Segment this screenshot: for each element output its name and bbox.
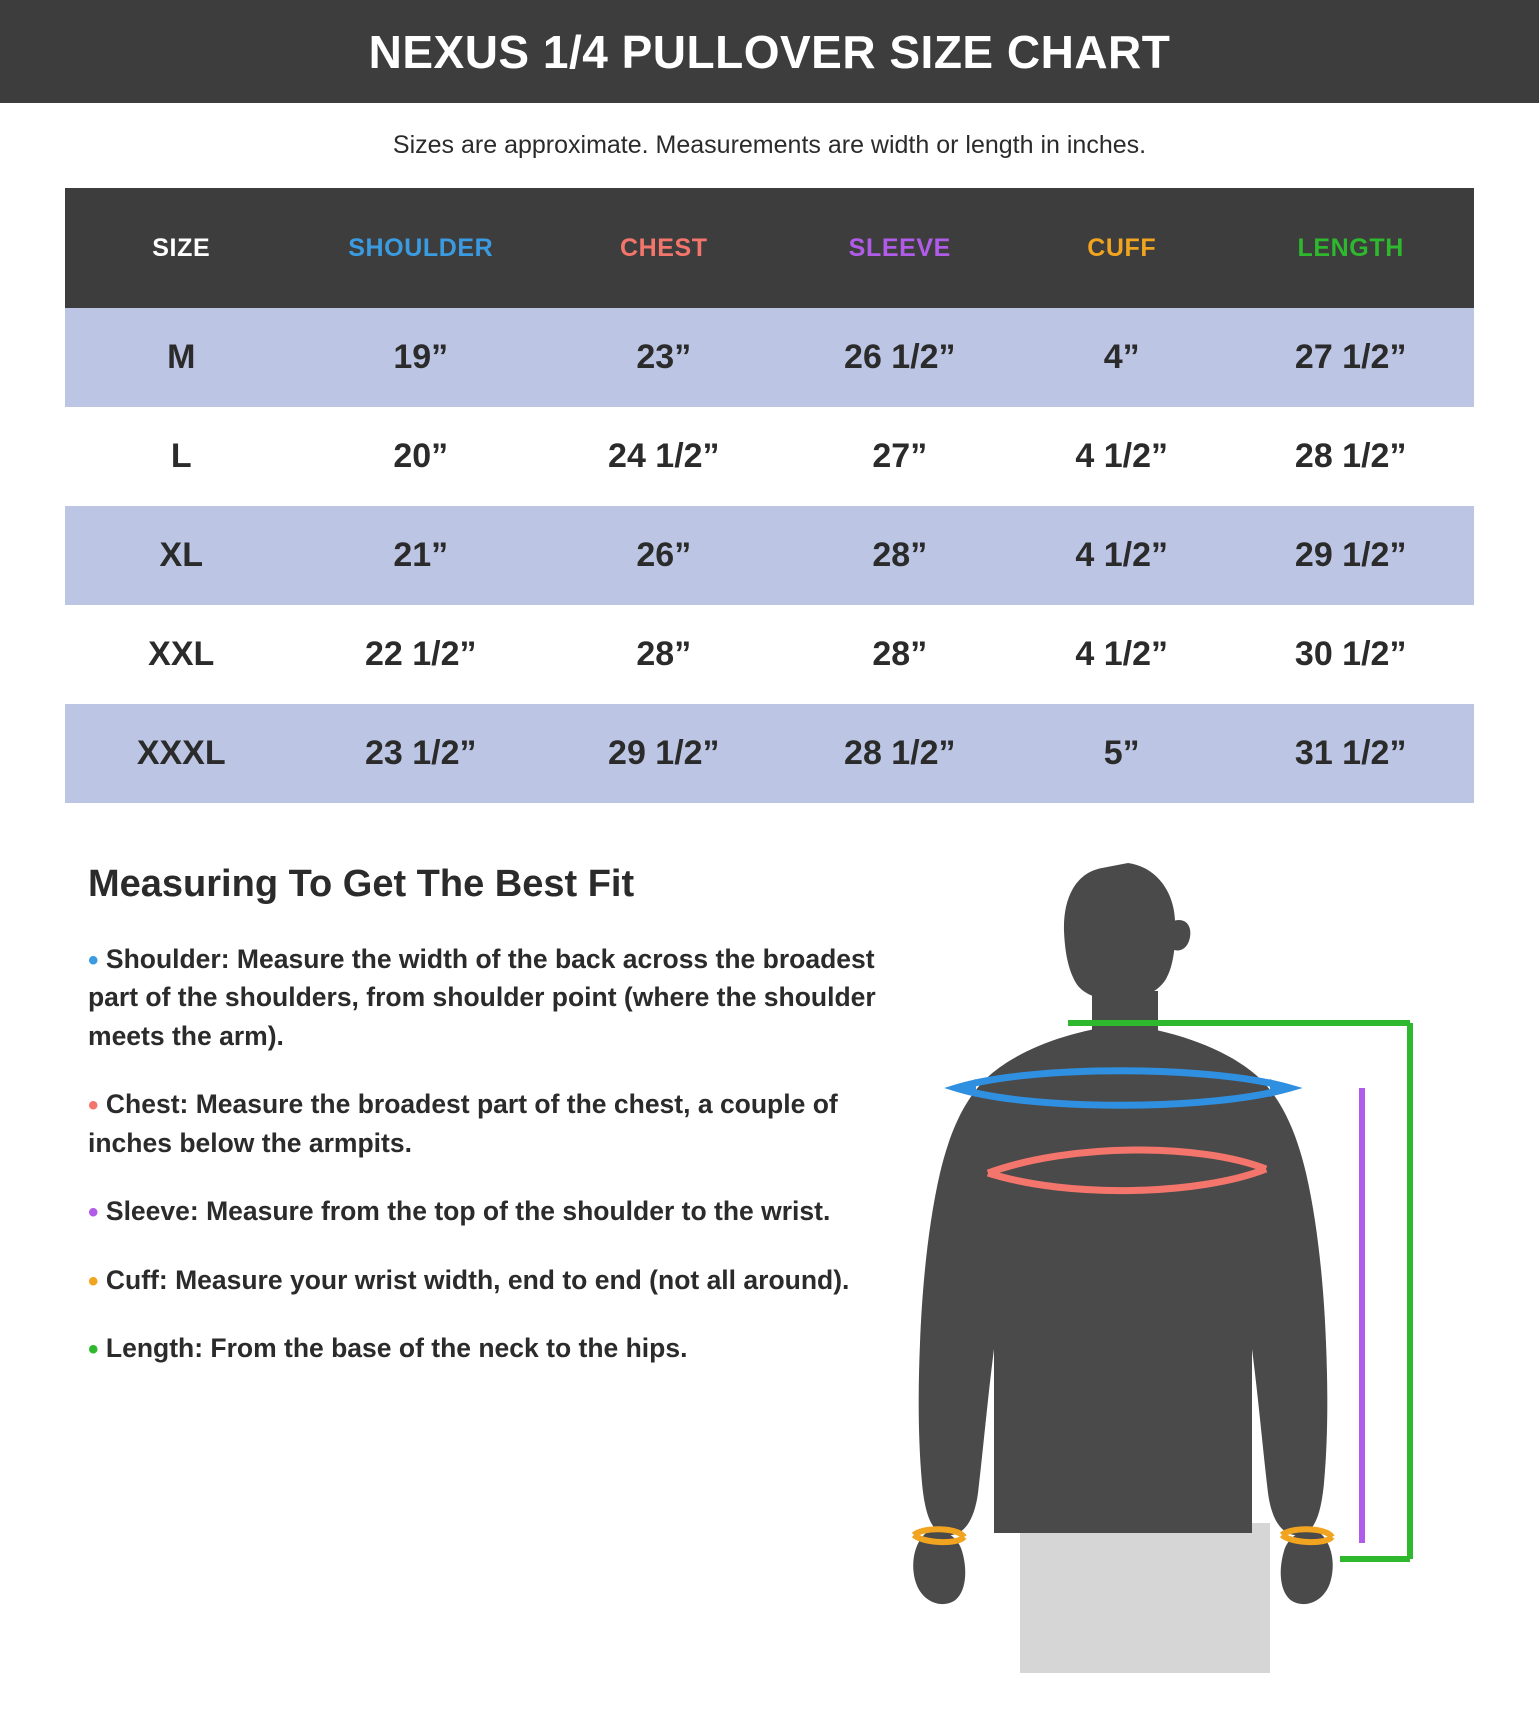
measuring-label-length: Length: xyxy=(105,1332,204,1363)
table-row xyxy=(65,308,1474,407)
measuring-text-chest: Measure the broadest part of the chest, a couple of inches below the armpits. xyxy=(88,1089,838,1158)
cell-length: 31 1/2” xyxy=(1227,704,1474,803)
bullet-chest-icon: • xyxy=(88,1089,99,1123)
size-table-wrapper xyxy=(65,188,1474,803)
chart-title-bar xyxy=(0,0,1539,103)
page-title: NEXUS 1/4 PULLOVER SIZE CHART xyxy=(368,25,1171,78)
cell-cuff: 4 1/2” xyxy=(1075,635,1169,673)
cell-cuff: 4 1/2” xyxy=(1016,506,1227,605)
measuring-label-sleeve: Sleeve: xyxy=(105,1196,199,1227)
measuring-label-shoulder: Shoulder: xyxy=(105,944,230,974)
male-back-silhouette-diagram xyxy=(870,843,1510,1673)
cell-sleeve: 28” xyxy=(872,635,928,673)
measuring-label-chest: Chest: xyxy=(105,1089,189,1120)
bullet-length-icon: • xyxy=(88,1332,99,1366)
cell-length: 29 1/2” xyxy=(1227,506,1474,605)
table-row xyxy=(65,407,1474,506)
measuring-guide xyxy=(0,863,880,1397)
table-row xyxy=(65,506,1474,605)
table-row xyxy=(65,704,1474,803)
body-silhouette xyxy=(913,863,1333,1604)
cell-sleeve: 28” xyxy=(784,506,1016,605)
table-header-row xyxy=(65,188,1474,308)
size-chart-table xyxy=(65,188,1474,803)
cell-size: M xyxy=(65,308,297,407)
cell-cuff: 4 1/2” xyxy=(1075,437,1169,475)
cell-chest: 29 1/2” xyxy=(544,704,784,803)
cell-cuff: 5” xyxy=(1016,704,1227,803)
table-row xyxy=(65,605,1474,704)
cell-shoulder: 20” xyxy=(393,437,449,475)
column-header-length: LENGTH xyxy=(1227,188,1474,308)
cell-size: XXXL xyxy=(65,704,297,803)
lower-section xyxy=(0,863,1539,1397)
bullet-shoulder-icon: • xyxy=(88,944,99,977)
cell-shoulder: 21” xyxy=(297,506,544,605)
measuring-item-chest xyxy=(88,1085,878,1162)
cell-length: 28 1/2” xyxy=(1294,437,1407,475)
cell-length: 30 1/2” xyxy=(1294,635,1407,673)
measuring-item-cuff xyxy=(88,1261,878,1299)
measuring-item-sleeve xyxy=(88,1192,878,1230)
measuring-item-shoulder xyxy=(88,940,878,1055)
measuring-item-length xyxy=(88,1329,878,1367)
bullet-cuff-icon: • xyxy=(88,1264,99,1298)
column-header-cuff: CUFF xyxy=(1016,188,1227,308)
pants-shape xyxy=(1020,1523,1270,1673)
measuring-text-shoulder: Measure the width of the back across the broadest part of the shoulders, from shoulder point (where the shoulder meets the arm). xyxy=(88,944,876,1051)
cell-length: 27 1/2” xyxy=(1227,308,1474,407)
cell-sleeve: 28 1/2” xyxy=(784,704,1016,803)
column-header-chest: CHEST xyxy=(544,188,784,308)
cell-sleeve: 27” xyxy=(872,437,928,475)
figure-area xyxy=(880,863,1539,1397)
cell-cuff: 4” xyxy=(1016,308,1227,407)
column-header-size: SIZE xyxy=(65,188,297,308)
measuring-text-length: From the base of the neck to the hips. xyxy=(203,1332,688,1363)
column-header-sleeve: SLEEVE xyxy=(784,188,1016,308)
cell-shoulder: 23 1/2” xyxy=(297,704,544,803)
cell-chest: 28” xyxy=(636,635,692,673)
cell-size: XL xyxy=(65,506,297,605)
cell-shoulder: 19” xyxy=(297,308,544,407)
cell-chest: 23” xyxy=(544,308,784,407)
measuring-text-cuff: Measure your wrist width, end to end (not all around). xyxy=(167,1264,850,1295)
measuring-label-cuff: Cuff: xyxy=(105,1264,168,1295)
cell-chest: 26” xyxy=(544,506,784,605)
cell-shoulder: 22 1/2” xyxy=(365,635,477,673)
chart-subtitle: Sizes are approximate. Measurements are width or length in inches. xyxy=(392,131,1147,159)
cell-sleeve: 26 1/2” xyxy=(784,308,1016,407)
column-header-shoulder: SHOULDER xyxy=(297,188,544,308)
measuring-heading: Measuring To Get The Best Fit xyxy=(88,863,635,905)
cell-size: XXL xyxy=(148,635,215,673)
cell-size: L xyxy=(170,437,192,475)
cell-chest: 24 1/2” xyxy=(608,437,720,475)
bullet-sleeve-icon: • xyxy=(88,1196,99,1230)
measuring-text-sleeve: Measure from the top of the shoulder to the wrist. xyxy=(198,1196,831,1227)
